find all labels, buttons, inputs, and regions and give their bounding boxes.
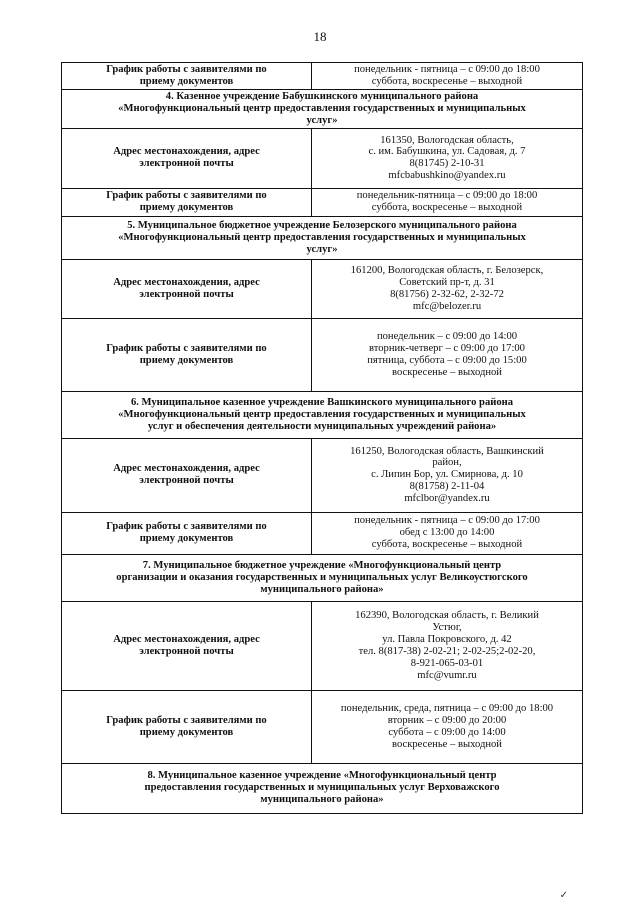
text-line: электронной почты xyxy=(139,475,234,487)
text-line: Адрес местонахождения, адрес xyxy=(113,146,260,158)
table-row xyxy=(62,690,583,763)
text-line: 161250, Вологодская область, Вашкинский xyxy=(350,445,544,457)
text-line: mfc@vumr.ru xyxy=(417,669,477,681)
text-line: суббота, воскресенье – выходной xyxy=(371,75,523,87)
section-header-row xyxy=(62,216,583,259)
text-line: 8-921-065-03-01 xyxy=(410,657,484,669)
section-header-row xyxy=(62,763,583,813)
row-value xyxy=(312,438,583,512)
text-line: вторник-четверг – с 09:00 до 17:00 xyxy=(369,342,525,354)
text-line: 6. Муниципальное казенное учреждение Вашкинского муниципального района xyxy=(130,396,514,408)
text-line: приему документов xyxy=(139,533,234,545)
table-row xyxy=(62,601,583,690)
row-value xyxy=(312,690,583,763)
text-line: mfc@belozer.ru xyxy=(412,300,482,312)
text-line: приему документов xyxy=(139,726,234,738)
text-line: понедельник - пятница – с 09:00 до 17:00 xyxy=(354,515,540,527)
text-line: График работы с заявителями по xyxy=(106,342,267,354)
row-label xyxy=(62,318,312,391)
row-value xyxy=(312,259,583,318)
text-line: «Многофункциональный центр предоставления государственных и муниципальных xyxy=(118,231,526,243)
table-row xyxy=(62,128,583,188)
text-line: 4. Казенное учреждение Бабушкинского муниципального района xyxy=(165,90,479,102)
text-line: 8(81756) 2-32-62, 2-32-72 xyxy=(390,288,504,300)
text-line: 161350, Вологодская область, xyxy=(380,134,514,146)
text-line: услуг» xyxy=(306,243,338,255)
text-line: 161200, Вологодская область, г. Белозерск, xyxy=(350,265,544,276)
row-label xyxy=(62,601,312,690)
text-line: Адрес местонахождения, адрес xyxy=(113,463,260,475)
text-line: электронной почты xyxy=(139,158,234,170)
text-line: «Многофункциональный центр предоставления государственных и муниципальных xyxy=(118,102,526,114)
text-line: услуг и обеспечения деятельности муниципальных учреждений района» xyxy=(147,420,497,432)
section-title xyxy=(62,391,583,438)
table-row xyxy=(62,512,583,554)
table-row xyxy=(62,259,583,318)
section-header-row xyxy=(62,89,583,128)
row-label xyxy=(62,690,312,763)
table-row xyxy=(62,438,583,512)
text-line: График работы с заявителями по xyxy=(106,521,267,533)
text-line: ул. Павла Покровского, д. 42 xyxy=(382,633,512,645)
text-line: тел. 8(817-38) 2-02-21; 2-02-25;2-02-20, xyxy=(358,645,536,657)
text-line: понедельник – с 09:00 до 14:00 xyxy=(376,331,518,342)
text-line: электронной почты xyxy=(139,645,234,657)
row-value xyxy=(312,63,583,90)
scan-mark: ✓ xyxy=(559,890,568,901)
text-line: 7. Муниципальное бюджетное учреждение «Многофункциональный центр xyxy=(142,559,502,571)
table-row xyxy=(62,63,583,90)
table-row xyxy=(62,318,583,391)
text-line: приему документов xyxy=(139,75,234,87)
text-line: «Многофункциональный центр предоставления государственных и муниципальных xyxy=(118,408,526,420)
text-line: График работы с заявителями по xyxy=(106,190,267,202)
table-row xyxy=(62,188,583,216)
text-line: приему документов xyxy=(139,354,234,366)
text-line: понедельник, среда, пятница – с 09:00 до 18:00 xyxy=(340,703,554,714)
text-line: воскресенье – выходной xyxy=(392,738,502,750)
text-line: Советский пр-т, д. 31 xyxy=(399,276,495,288)
text-line: Устюг, xyxy=(432,622,462,633)
row-value xyxy=(312,318,583,391)
text-line: с. им. Бабушкина, ул. Садовая, д. 7 xyxy=(368,146,526,158)
text-line: электронной почты xyxy=(139,288,234,300)
text-line: приему документов xyxy=(139,202,234,214)
text-line: с. Липин Бор, ул. Смирнова, д. 10 xyxy=(371,469,523,481)
table-body xyxy=(62,63,583,814)
section-title xyxy=(62,216,583,259)
section-title xyxy=(62,763,583,813)
section-title xyxy=(62,554,583,601)
text-line: Адрес местонахождения, адрес xyxy=(113,633,260,645)
text-line: 8(81745) 2-10-31 xyxy=(409,158,485,170)
text-line: пятница, суббота – с 09:00 до 15:00 xyxy=(367,354,527,366)
text-line: обед с 13:00 до 14:00 xyxy=(399,527,495,539)
row-label xyxy=(62,63,312,90)
row-label xyxy=(62,259,312,318)
text-line: 5. Муниципальное бюджетное учреждение Белозерского муниципального района xyxy=(127,219,517,231)
text-line: организации и оказания государственных и муниципальных услуг Великоустюгского xyxy=(116,571,528,583)
text-line: суббота – с 09:00 до 14:00 xyxy=(388,726,506,738)
services-table xyxy=(61,62,583,814)
text-line: mfclbor@yandex.ru xyxy=(404,493,490,505)
row-value xyxy=(312,188,583,216)
text-line: суббота, воскресенье – выходной xyxy=(371,539,523,551)
text-line: район, xyxy=(432,457,462,469)
section-header-row xyxy=(62,554,583,601)
row-label xyxy=(62,188,312,216)
row-value xyxy=(312,601,583,690)
text-line: суббота, воскресенье – выходной xyxy=(371,202,523,214)
text-line: Адрес местонахождения, адрес xyxy=(113,276,260,288)
text-line: 8. Муниципальное казенное учреждение «Многофункциональный центр xyxy=(147,770,497,782)
row-label xyxy=(62,438,312,512)
text-line: вторник – с 09:00 до 20:00 xyxy=(387,714,507,726)
page-number: 18 xyxy=(313,29,327,44)
section-title xyxy=(62,89,583,128)
text-line: 162390, Вологодская область, г. Великий xyxy=(355,610,539,622)
text-line: понедельник-пятница – с 09:00 до 18:00 xyxy=(356,190,538,202)
text-line: предоставления государственных и муниципальных услуг Верховажского xyxy=(144,782,500,794)
section-header-row xyxy=(62,391,583,438)
row-value xyxy=(312,512,583,554)
text-line: услуг» xyxy=(306,114,338,126)
row-label xyxy=(62,512,312,554)
text-line: муниципального района» xyxy=(260,794,384,806)
row-value xyxy=(312,128,583,188)
text-line: 8(81758) 2-11-04 xyxy=(409,481,485,493)
text-line: муниципального района» xyxy=(260,583,384,595)
text-line: воскресенье – выходной xyxy=(392,366,502,378)
text-line: График работы с заявителями по xyxy=(106,64,267,75)
text-line: График работы с заявителями по xyxy=(106,714,267,726)
text-line: понедельник - пятница – с 09:00 до 18:00 xyxy=(354,64,540,75)
row-label xyxy=(62,128,312,188)
text-line: mfcbabushkino@yandex.ru xyxy=(388,170,506,182)
